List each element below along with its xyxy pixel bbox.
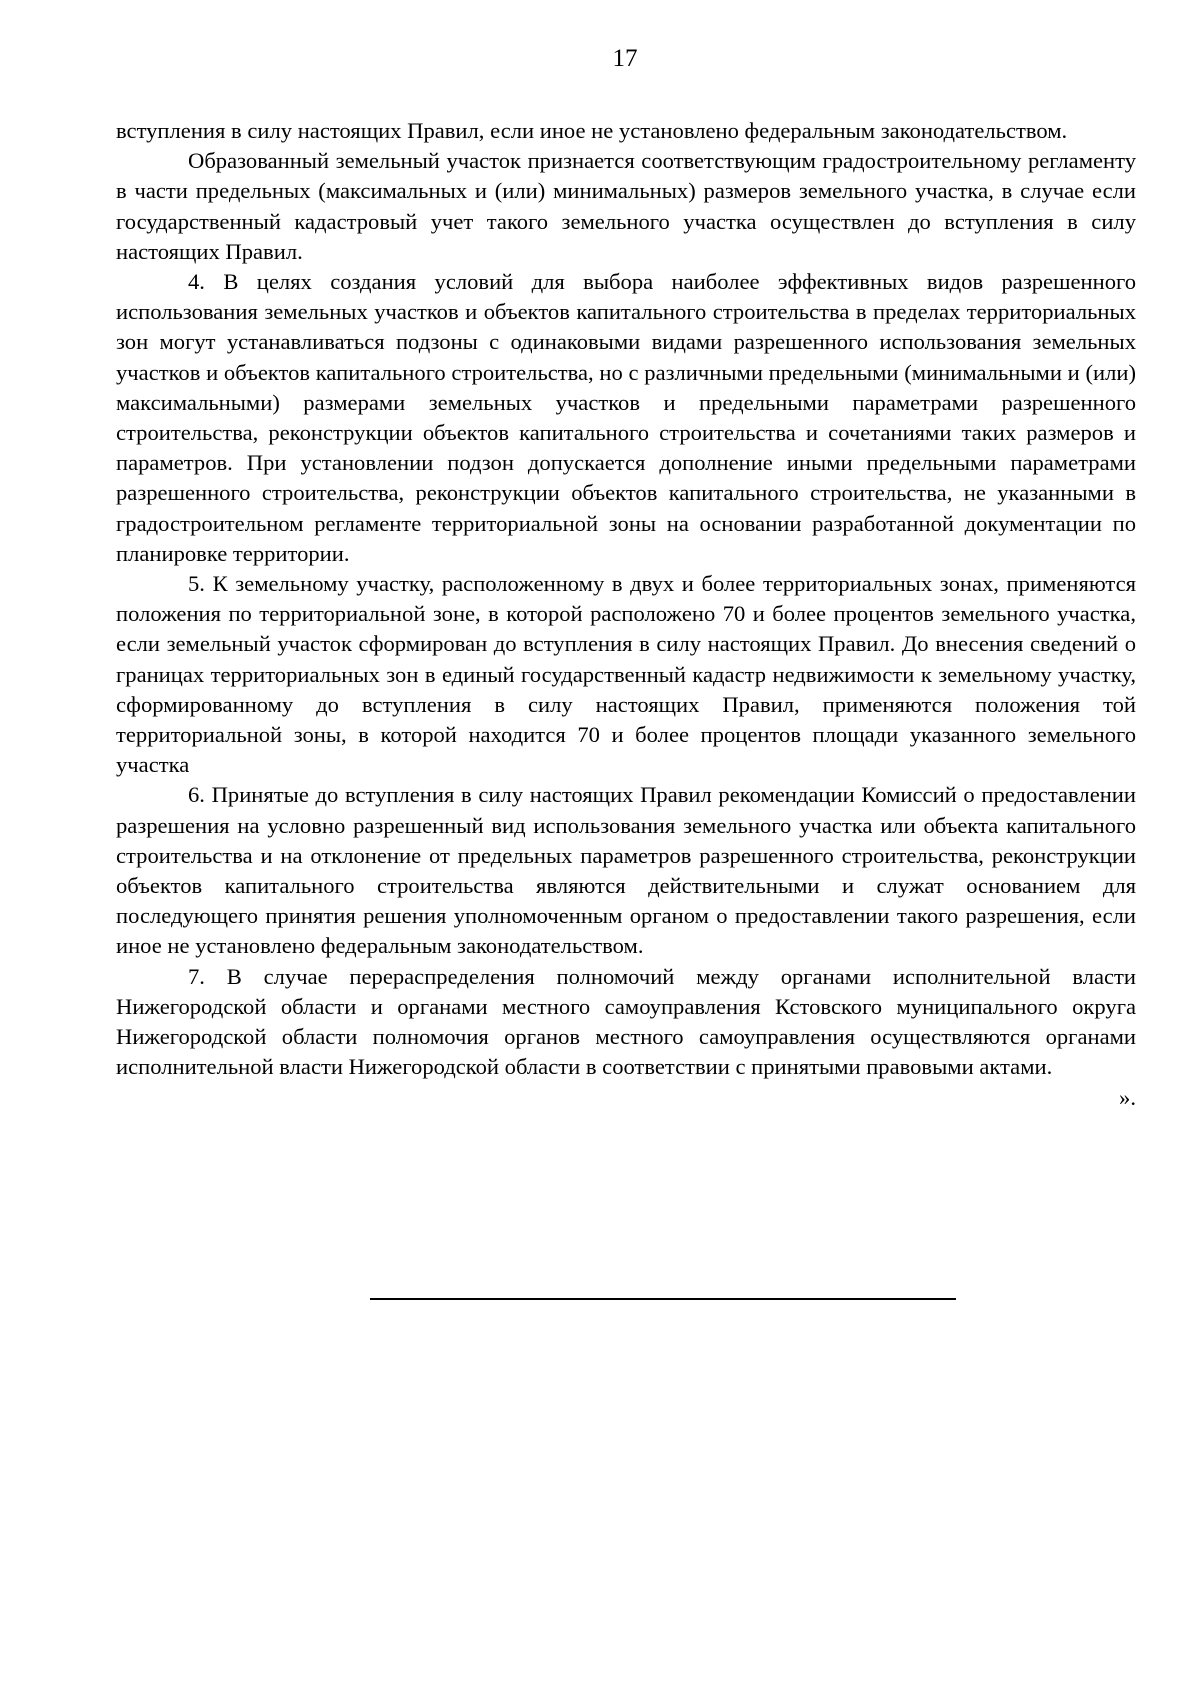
- paragraph-land-plot-compliance: Образованный земельный участок признается соответствующим градостроительному регламенту в части предельных (максимальных и (или) минимальных) размеров земельного участка, в случае если государственный кадастровый учет такого земельного участка осуществлен до вступления в силу настоящих Правил.: [116, 148, 1136, 264]
- page-number: 17: [612, 45, 638, 72]
- paragraph-item-6-commission-recommendations: 6. Принятые до вступления в силу настоящих Правил рекомендации Комиссий о предоставлении разрешения на условно разрешенный вид использования земельного участка или объекта капитального строительства и на отклонение от предельных параметров разрешенного строительства, реконструкции объектов капитального строительства являются действительными и служат основанием для последующего принятия решения уполномоченным органом о предоставлении такого разрешения, если иное не установлено федеральным законодательством.: [116, 782, 1136, 959]
- document-body: [116, 116, 1136, 1113]
- paragraph-continuation: вступления в силу настоящих Правил, если иное не установлено федеральным законодательством.: [116, 118, 1068, 143]
- paragraph-item-5-multiple-zones: 5. К земельному участку, расположенному в двух и более территориальных зонах, применяются положения по территориальной зоне, в которой расположено 70 и более процентов земельного участка, если земельный участок сформирован до вступления в силу настоящих Правил. До внесения сведений о границах территориальных зон в единый государственный кадастр недвижимости к земельному участку, сформированному до вступления в силу настоящих Правил, применяются положения той территориальной зоны, в которой находится 70 и более процентов площади указанного земельного участка: [116, 571, 1136, 778]
- closing-quote: ».: [1119, 1084, 1136, 1110]
- end-of-document-rule: [370, 1298, 956, 1300]
- paragraph-item-4-subzones: 4. В целях создания условий для выбора наиболее эффективных видов разрешенного использования земельных участков и объектов капитального строительства в пределах территориальных зон могут устанавливаться подзоны с одинаковыми видами разрешенного использования земельных участков и объектов капитального строительства, но с различными предельными (минимальными и (или) максимальными) размерами земельных участков и предельными параметрами разрешенного строительства, реконструкции объектов капитального строительства и сочетаниями таких размеров и параметров. При установлении подзон допускается дополнение иными предельными параметрами разрешенного строительства, реконструкции объектов капитального строительства, не указанными в градостроительном регламенте территориальной зоны на основании разработанной документации по планировке территории.: [116, 269, 1136, 566]
- paragraph-item-7-redistribution-of-powers: 7. В случае перераспределения полномочий между органами исполнительной власти Нижегородской области и органами местного самоуправления Кстовского муниципального округа Нижегородской области полномочия органов местного самоуправления осуществляются органами исполнительной власти Нижегородской области в соответствии с принятыми правовыми актами.: [116, 963, 1136, 1080]
